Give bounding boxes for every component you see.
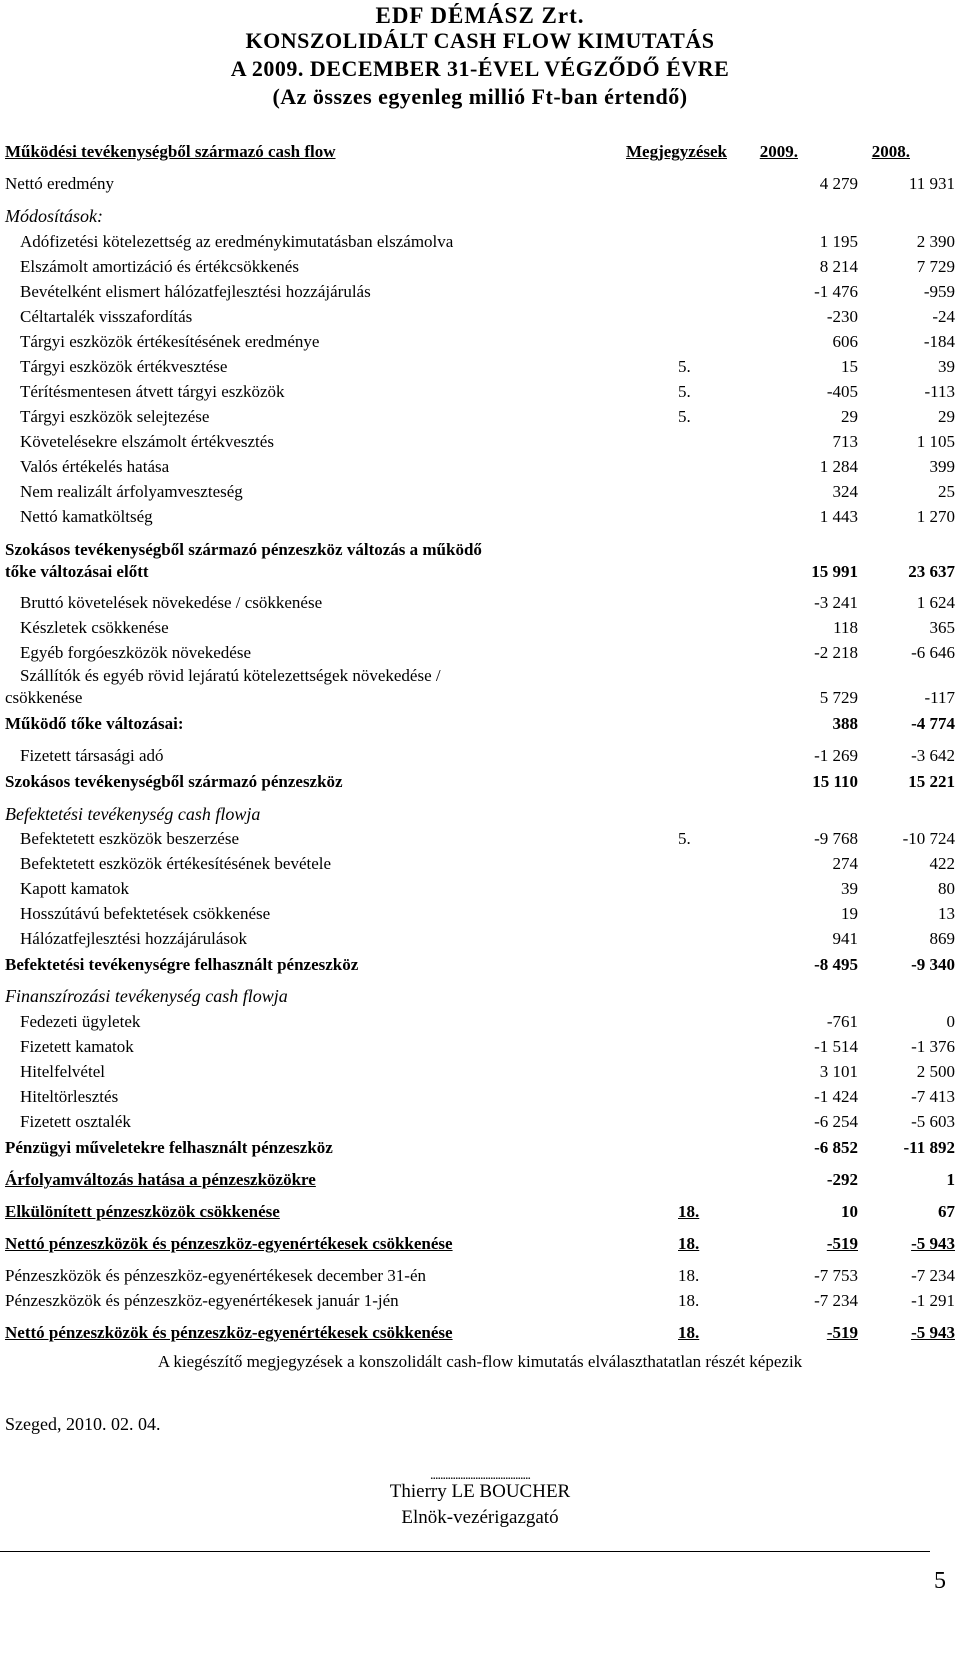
- value-2009: 15 110: [812, 772, 858, 791]
- table-row: [0, 282, 960, 308]
- table-row: [0, 357, 960, 383]
- table-row: [0, 1087, 960, 1113]
- table-row: [0, 618, 960, 644]
- value-2009: -519: [826, 1323, 858, 1342]
- value-2008: -117: [924, 688, 955, 707]
- value-2009: -761: [826, 1012, 858, 1031]
- value-2008: 23 637: [908, 562, 955, 581]
- subtotal-row: [0, 714, 960, 740]
- value-2009: 274: [832, 854, 858, 873]
- subtotal-row: [0, 1234, 960, 1260]
- table-row: [0, 688, 960, 714]
- value-2009: -7 234: [814, 1291, 858, 1310]
- row-label: Követelésekre elszámolt értékvesztés: [20, 432, 274, 451]
- value-2009: -9 768: [814, 829, 858, 848]
- page-divider: [0, 1551, 930, 1552]
- row-label: Nettó kamatköltség: [20, 507, 153, 526]
- value-2009: -230: [826, 307, 858, 326]
- year-2009-header: 2009.: [759, 142, 798, 161]
- table-row: [0, 257, 960, 283]
- row-label: Nettó eredmény: [5, 174, 115, 193]
- note-ref: 5.: [678, 382, 691, 401]
- value-2009: 3 101: [819, 1062, 858, 1081]
- value-2009: 15: [841, 357, 858, 376]
- row-label: Fizetett társasági adó: [20, 746, 164, 765]
- row-label: Nem realizált árfolyamveszteség: [20, 482, 243, 501]
- section-heading-investing: [0, 804, 960, 830]
- value-2009: -7 753: [814, 1266, 858, 1285]
- table-row: [0, 382, 960, 408]
- value-2009: 1 284: [819, 457, 858, 476]
- value-2009: 1 195: [819, 232, 858, 251]
- value-2009: -1 269: [814, 746, 858, 765]
- value-2008: -3 642: [911, 746, 955, 765]
- note-ref: 5.: [678, 407, 691, 426]
- value-2008: 25: [938, 482, 955, 501]
- row-label: Árfolyamváltozás hatása a pénzeszközökre: [5, 1170, 316, 1189]
- row-label: Hiteltörlesztés: [20, 1087, 119, 1106]
- value-2009: 29: [841, 407, 858, 426]
- table-row: [0, 1291, 960, 1317]
- note-ref: 18.: [678, 1202, 700, 1221]
- table-row: [0, 1266, 960, 1292]
- value-2008: 29: [938, 407, 955, 426]
- value-2008: -9 340: [911, 955, 955, 974]
- value-2008: 67: [938, 1202, 955, 1221]
- subtotal-row: [0, 955, 960, 981]
- value-2008: -113: [924, 382, 955, 401]
- value-2008: 1 624: [916, 593, 955, 612]
- row-label: Tárgyi eszközök értékesítésének eredménye: [20, 332, 320, 351]
- subtotal-row: [0, 1170, 960, 1196]
- value-2008: 2 500: [916, 1062, 955, 1081]
- value-2008: -7 234: [911, 1266, 955, 1285]
- value-2009: 713: [832, 432, 858, 451]
- row-label: Szokásos tevékenységből származó pénzeszköz: [5, 772, 343, 791]
- note-ref: 18.: [678, 1323, 700, 1342]
- notes-column-header: Megjegyzések: [626, 142, 728, 161]
- table-row: [0, 929, 960, 955]
- page-number: 5: [934, 1568, 946, 1594]
- value-2009: -1 476: [814, 282, 858, 301]
- row-label-cont: csökkenése: [5, 688, 83, 707]
- value-2008: -184: [923, 332, 955, 351]
- value-2008: -1 291: [911, 1291, 955, 1310]
- note-ref: 5.: [678, 829, 691, 848]
- place-date: Szeged, 2010. 02. 04.: [5, 1414, 161, 1434]
- row-label: Tárgyi eszközök selejtezése: [20, 407, 210, 426]
- value-2008: -1 376: [911, 1037, 955, 1056]
- row-label: Tárgyi eszközök értékvesztése: [20, 357, 228, 376]
- row-label: Adófizetési kötelezettség az eredménykimutatásban elszámolva: [20, 232, 454, 251]
- value-2008: -11 892: [903, 1138, 955, 1157]
- value-2009: -1 424: [814, 1087, 858, 1106]
- value-2009: 388: [832, 714, 858, 733]
- row-label: Pénzügyi műveletekre felhasznált pénzeszköz: [5, 1138, 333, 1157]
- row-label: Céltartalék visszafordítás: [20, 307, 193, 326]
- table-row: [0, 507, 960, 533]
- report-units: (Az összes egyenleg millió Ft-ban értendő): [272, 84, 688, 109]
- value-2008: -5 943: [911, 1323, 955, 1342]
- value-2008: 869: [929, 929, 955, 948]
- row-label: Pénzeszközök és pénzeszköz-egyenértékesek december 31-én: [5, 1266, 427, 1285]
- row-label-cont: tőke változásai előtt: [5, 562, 149, 581]
- table-row: [0, 307, 960, 333]
- value-2009: -519: [826, 1234, 858, 1253]
- table-row: [0, 829, 960, 855]
- value-2009: -1 514: [814, 1037, 858, 1056]
- row-label: Elszámolt amortizáció és értékcsökkenés: [20, 257, 299, 276]
- table-row: [0, 1012, 960, 1038]
- row-label: Szokásos tevékenységből származó pénzeszköz változás a működő: [5, 540, 482, 559]
- value-2008: -24: [932, 307, 955, 326]
- note-ref: 18.: [678, 1266, 700, 1285]
- note-ref: 18.: [678, 1291, 700, 1310]
- report-title: KONSZOLIDÁLT CASH FLOW KIMUTATÁS: [245, 28, 715, 53]
- disclaimer-text: A kiegészítő megjegyzések a konszolidált cash-flow kimutatás elválaszthatatlan részét képezik: [157, 1352, 803, 1371]
- row-label: Hitelfelvétel: [20, 1062, 105, 1081]
- value-2008: 13: [938, 904, 955, 923]
- value-2009: 606: [832, 332, 858, 351]
- value-2009: 5 729: [819, 688, 858, 707]
- row-label: Készletek csökkenése: [20, 618, 169, 637]
- value-2009: -292: [826, 1170, 858, 1189]
- value-2009: 118: [833, 618, 858, 637]
- table-row: [0, 332, 960, 358]
- row-label: Befektetési tevékenységre felhasznált pénzeszköz: [5, 955, 359, 974]
- table-row: [0, 457, 960, 483]
- value-2009: 941: [832, 929, 858, 948]
- value-2008: 11 931: [908, 174, 955, 193]
- column-header-row: [0, 142, 960, 168]
- value-2008: 1: [946, 1170, 955, 1189]
- table-row: [0, 482, 960, 508]
- row-label: Módosítások:: [5, 206, 103, 226]
- value-2009: 8 214: [819, 257, 858, 276]
- row-label: Egyéb forgóeszközök növekedése: [20, 643, 251, 662]
- value-2008: -5 603: [911, 1112, 955, 1131]
- table-row: [0, 174, 960, 200]
- signer-title: Elnök-vezérigazgató: [401, 1507, 559, 1528]
- row-label: Pénzeszközök és pénzeszköz-egyenértékesek január 1-jén: [5, 1291, 399, 1310]
- value-2009: 1 443: [819, 507, 858, 526]
- table-row: [0, 879, 960, 905]
- value-2008: 1 105: [916, 432, 955, 451]
- signature-line: ........................................: [430, 1468, 530, 1483]
- table-row: [0, 1062, 960, 1088]
- note-ref: 18.: [678, 1234, 700, 1253]
- value-2008: 15 221: [908, 772, 955, 791]
- table-row: [0, 432, 960, 458]
- subtotal-row: [0, 562, 960, 588]
- row-label: Szállítók és egyéb rövid lejáratú kötelezettségek növekedése /: [20, 666, 441, 685]
- row-label: Nettó pénzeszközök és pénzeszköz-egyenértékesek csökkenése: [5, 1234, 453, 1253]
- table-row: [0, 1037, 960, 1063]
- value-2009: 19: [841, 904, 858, 923]
- subtotal-row: [0, 1202, 960, 1228]
- value-2009: -8 495: [814, 955, 858, 974]
- value-2008: 0: [946, 1012, 955, 1031]
- report-period: A 2009. DECEMBER 31-ÉVEL VÉGZŐDŐ ÉVRE: [230, 56, 730, 81]
- value-2009: -6 852: [814, 1138, 858, 1157]
- value-2008: 399: [929, 457, 955, 476]
- value-2008: 80: [938, 879, 955, 898]
- row-label: Térítésmentesen átvett tárgyi eszközök: [20, 382, 285, 401]
- value-2009: -3 241: [814, 593, 858, 612]
- table-row: [0, 407, 960, 433]
- row-label: Valós értékelés hatása: [20, 457, 170, 476]
- value-2008: -7 413: [911, 1087, 955, 1106]
- table-row: [0, 206, 960, 232]
- value-2008: -4 774: [911, 714, 955, 733]
- table-row: [0, 854, 960, 880]
- value-2009: 15 991: [811, 562, 858, 581]
- value-2008: 7 729: [916, 257, 955, 276]
- value-2009: -405: [826, 382, 858, 401]
- value-2009: -6 254: [814, 1112, 858, 1131]
- row-label: Fizetett osztalék: [20, 1112, 131, 1131]
- row-label: Finanszírozási tevékenység cash flowja: [5, 986, 288, 1006]
- row-label: Fedezeti ügyletek: [20, 1012, 141, 1031]
- section-heading-financing: [0, 986, 960, 1012]
- value-2008: 1 270: [916, 507, 955, 526]
- subtotal-row: [0, 1138, 960, 1164]
- table-row: [0, 593, 960, 619]
- row-label: Nettó pénzeszközök és pénzeszköz-egyenértékesek csökkenése: [5, 1323, 453, 1342]
- value-2008: -6 646: [911, 643, 955, 662]
- table-row: [0, 746, 960, 772]
- signer-name: Thierry LE BOUCHER: [389, 1481, 571, 1502]
- table-row: [0, 232, 960, 258]
- value-2009: 4 279: [819, 174, 858, 193]
- subtotal-row: [0, 772, 960, 798]
- value-2008: 2 390: [916, 232, 955, 251]
- value-2008: -10 724: [902, 829, 955, 848]
- table-row: [0, 1112, 960, 1138]
- row-label: Kapott kamatok: [20, 879, 130, 898]
- row-label: Bevételként elismert hálózatfejlesztési hozzájárulás: [20, 282, 371, 301]
- table-row: [0, 904, 960, 930]
- row-label: Hálózatfejlesztési hozzájárulások: [20, 929, 248, 948]
- section-heading-operating: Működési tevékenységből származó cash flow: [5, 142, 336, 161]
- note-ref: 5.: [678, 357, 691, 376]
- value-2008: -5 943: [911, 1234, 955, 1253]
- row-label: Befektetett eszközök értékesítésének bevétele: [20, 854, 332, 873]
- row-label: Hosszútávú befektetések csökkenése: [20, 904, 271, 923]
- row-label: Bruttó követelések növekedése / csökkenése: [20, 593, 323, 612]
- value-2008: 365: [929, 618, 955, 637]
- value-2009: 10: [841, 1202, 858, 1221]
- row-label: Befektetett eszközök beszerzése: [20, 829, 239, 848]
- value-2008: 422: [929, 854, 955, 873]
- value-2008: 39: [938, 357, 955, 376]
- row-label: Fizetett kamatok: [20, 1037, 134, 1056]
- value-2009: 39: [841, 879, 858, 898]
- value-2009: -2 218: [814, 643, 858, 662]
- row-label: Elkülönített pénzeszközök csökkenése: [5, 1202, 280, 1221]
- row-label: Befektetési tevékenység cash flowja: [5, 804, 261, 824]
- company-name: EDF DÉMÁSZ Zrt.: [375, 3, 585, 28]
- value-2008: -959: [923, 282, 955, 301]
- year-2008-header: 2008.: [871, 142, 910, 161]
- value-2009: 324: [832, 482, 858, 501]
- row-label: Működő tőke változásai:: [5, 714, 184, 733]
- subtotal-row: [0, 1323, 960, 1349]
